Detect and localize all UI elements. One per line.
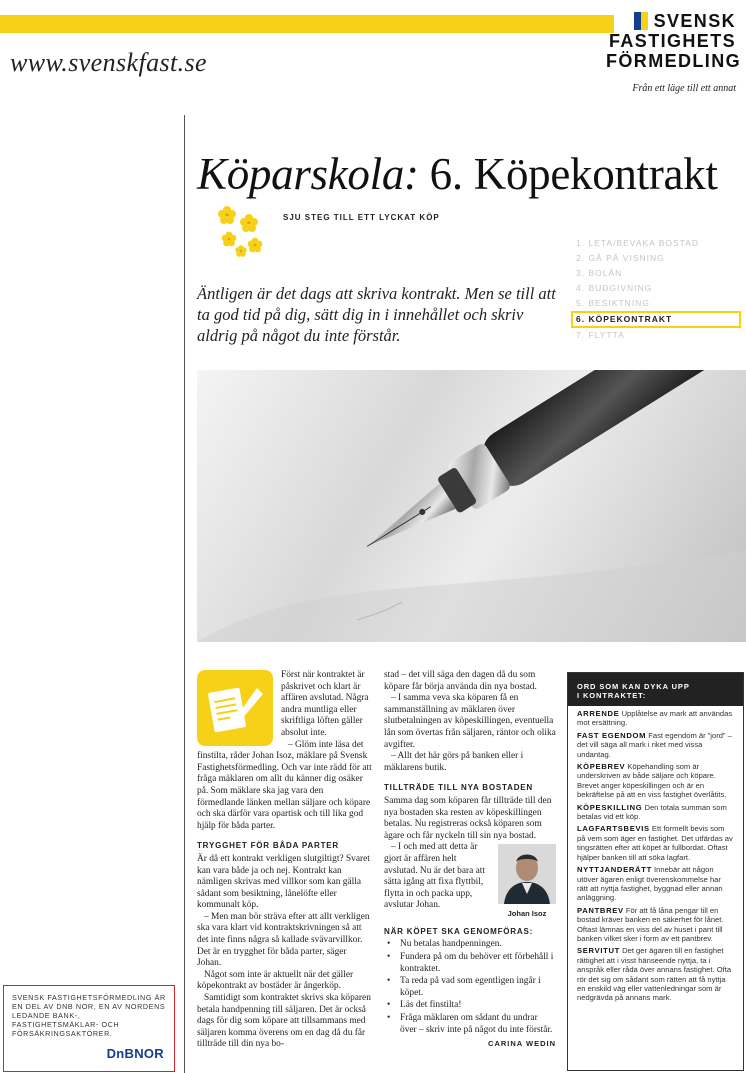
title-topic: 6. Köpekontrakt (418, 149, 718, 199)
section-heading: TRYGGHET FÖR BÅDA PARTER (197, 841, 340, 851)
vertical-divider (184, 115, 185, 1073)
list-item: • Fundera på om du behöver ett förbehåll i kontraktet. (384, 952, 556, 975)
ownership-text: SVENSK FASTIGHETSFÖRMEDLING ÄR EN DEL AV DNB NOR, EN AV NORDENS LEDANDE BANK-, FASTIGHETSMÄKLAR- OCH FÖRSÄKRINGSAKTÖRER. (12, 993, 166, 1038)
contract-pen-icon (197, 670, 273, 746)
term-name: KÖPEBREV (577, 762, 626, 772)
glossary-heading-line: ORD SOM KAN DYKA UPP (577, 682, 690, 691)
term-definition: Innebär att någon utöver ägaren enligt överenskommelse har rätt att nyttja fastighet, byggnad eller annan anläggning. (577, 865, 723, 903)
top-accent-bar (0, 15, 614, 33)
glossary-term (577, 906, 734, 944)
logo-line-2: FASTIGHETS (608, 31, 736, 51)
article-lead: Äntligen är det dags att skriva kontrakt. Men se till att ta god tid på dig, sätt dig in i innehållet och skriv aldrig på något du inte förstår. (197, 284, 556, 345)
list-item: • Fråga mäklaren om sådant du undrar över – skriv inte på något du inte förstår. (384, 1013, 556, 1036)
term-definition: Upplåtelse av mark att användas mot ersättning. (577, 709, 733, 728)
glossary-heading-line: I KONTRAKTET: (577, 691, 647, 700)
section-heading: TILLTRÄDE TILL NYA BOSTADEN (384, 783, 534, 793)
glossary-term (577, 731, 734, 759)
term-name: FAST EGENDOM (577, 730, 647, 740)
article-subheading: SJU STEG TILL ETT LYCKAT KÖP (283, 213, 440, 222)
term-definition: För att få låna pengar till en bostad kräver banken en säkerhet för lånet. Oftast lämnas en viss del av huset i pant till banken vilket sker i form av ett pantbrev. (577, 905, 724, 943)
step-item: 3. BOLÅN (576, 268, 623, 278)
list-item: • Ta reda på vad som egentligen ingår i köpet. (384, 976, 556, 999)
term-name: PANTBREV (577, 905, 624, 915)
checklist (384, 939, 556, 1036)
fountain-pen-photo (197, 370, 746, 642)
step-item: 5. BESIKTNING (576, 298, 650, 308)
list-item: • Läs det finstilta! (384, 1000, 556, 1012)
paragraph: – Men man bör sträva efter att allt verkligen ska vara klart vid kontraktskrivningen så att det inte finns några så kallade svävarvillkor. Det är en trygghet för båda parter, säger Johan. (197, 911, 370, 969)
article-author: CARINA WEDIN (488, 1039, 556, 1049)
logo-line-1: SVENSK (653, 11, 736, 31)
paragraph: Först när kontraktet är påskrivet och klart är affären avslutad. Några andra muntliga eller skriftliga löften gäller absolut inte. (281, 670, 369, 738)
step-item: 2. GÅ PÅ VISNING (576, 253, 665, 263)
term-definition: Ett formellt bevis som på vem som äger en fastighet. Det utfärdas av tingsrätten efter att köpet är fullbordat. Oftast hjälper banken till att söka lagfart. (577, 824, 733, 862)
paragraph: Något som inte är aktuellt när det gäller köpekontrakt av bostäder är ångerköp. (197, 969, 354, 992)
term-definition: Köpehandling som är underskriven av både säljare och köpare. Brevet anger köpeskillingen och är en bekräftelse på att en viss fastighet överlåtits. (577, 762, 727, 800)
term-definition: Fast egendom är ”jord” – det vill säga all mark i riket med vissa undantag. (577, 730, 732, 759)
dnb-nor-logo (107, 1046, 164, 1061)
glossary-heading (568, 673, 743, 706)
paragraph: Samtidigt som kontraktet skrivs ska köparen betala handpenning till säljaren. Det är också dags för dig som köpare att tillsammans med säljaren komma överens om en dag då du får tillträde till din nya bo- (197, 993, 371, 1050)
steps-list (571, 236, 741, 343)
glossary-term (577, 865, 734, 903)
glossary-body (568, 706, 743, 1003)
section-heading: NÄR KÖPET SKA GENOMFÖRAS: (384, 926, 534, 936)
portrait-photo (498, 844, 556, 904)
person-photo-block (498, 844, 556, 920)
title-series: Köparskola: (197, 149, 419, 199)
paragraph: stad – det vill säga den dagen då du som köpare får börja använda din nya bostad. (384, 670, 537, 692)
logo-dnb: DnB (106, 1046, 135, 1061)
article-column-1 (197, 670, 372, 1051)
logo-nor: NOR (134, 1046, 164, 1061)
glossary-term (577, 803, 734, 822)
paragraph: Är då ett kontrakt verkligen slutgiltigt? Svaret kan vara både ja och nej. Kontrakt kan nämligen skrivas med villkor som kan gälla sådant som besiktning, lånelöfte eller kommunalt köp. (197, 853, 370, 911)
paragraph: – Allt det här görs på banken eller i mäklarens butik. (384, 751, 524, 773)
article-column-2 (384, 670, 556, 1050)
ownership-notice (3, 985, 175, 1072)
glossary-term (577, 946, 734, 1002)
term-name: LAGFARTSBEVIS (577, 824, 650, 834)
glossary-term (577, 824, 734, 862)
photo-caption: Johan Isoz (507, 909, 547, 919)
step-item: 1. LETA/BEVAKA BOSTAD (576, 238, 700, 248)
flower-cluster-icon (215, 205, 267, 259)
logo-tagline: Från ett läge till ett annat (632, 83, 736, 94)
glossary-box (567, 672, 744, 1071)
logo-line-3: FÖRMEDLING (606, 51, 741, 71)
term-name: SERVITUT (577, 946, 621, 956)
paragraph: – Glöm inte läsa det finstilta, råder Johan Isoz, mäklare på Svensk Fastighetsförmedling. Och var inte rädd för att fråga mäklaren om allt du känner dig osäker på. Som mäklare ska jag vara den förmedlande länken mellan säljare och köpare och ska därför vara opartisk och till lika god hjälp för båda parter. (197, 739, 372, 831)
term-definition: Den totala summan som betalas vid ett köp. (577, 802, 727, 822)
glossary-term (577, 709, 734, 728)
paragraph: – I samma veva ska köparen få en sammanställning av mäklaren över slutbetalningen av köpeskillingen, eventuella lån som övertas från säljaren, räntor och olika avgifter. (384, 693, 556, 750)
term-name: ARRENDE (577, 709, 620, 718)
website-url[interactable]: www.svenskfast.se (10, 48, 207, 77)
step-item: 4. BUDGIVNING (576, 283, 653, 293)
term-name: KÖPESKILLING (577, 802, 643, 812)
term-definition: Det ger ägaren till en fastighet rättighet att i visst hänseende nyttja, ta i anspråk eller råda över annans fastighet. Ofta rör det sig om sådant som rätten att få nyttja en enskild väg eller vattenledningar som är nedgrävda på annans mark. (577, 946, 732, 1003)
glossary-term (577, 762, 734, 800)
article-title (197, 148, 718, 200)
flag-icon (634, 12, 648, 30)
list-item: • Nu betalas handpenningen. (384, 939, 556, 951)
term-name: NYTTJANDERÄTT (577, 865, 652, 875)
company-logo (606, 11, 741, 94)
paragraph: Samma dag som köparen får tillträde till den nya bostaden ska resten av köpeskillingen betalas. Nu registreras också köparen som ägare och får nyckeln till sin nya bostad. (384, 795, 552, 841)
step-item: 7. FLYTTA (576, 330, 625, 340)
paragraph: – I och med att detta är gjort är affären helt avslutad. Nu är det bara att sätta igång att fixa flyttbil, flytta in och packa upp, avslutar Johan. (384, 842, 486, 911)
step-item-current: 6. KÖPEKONTRAKT (571, 311, 741, 328)
